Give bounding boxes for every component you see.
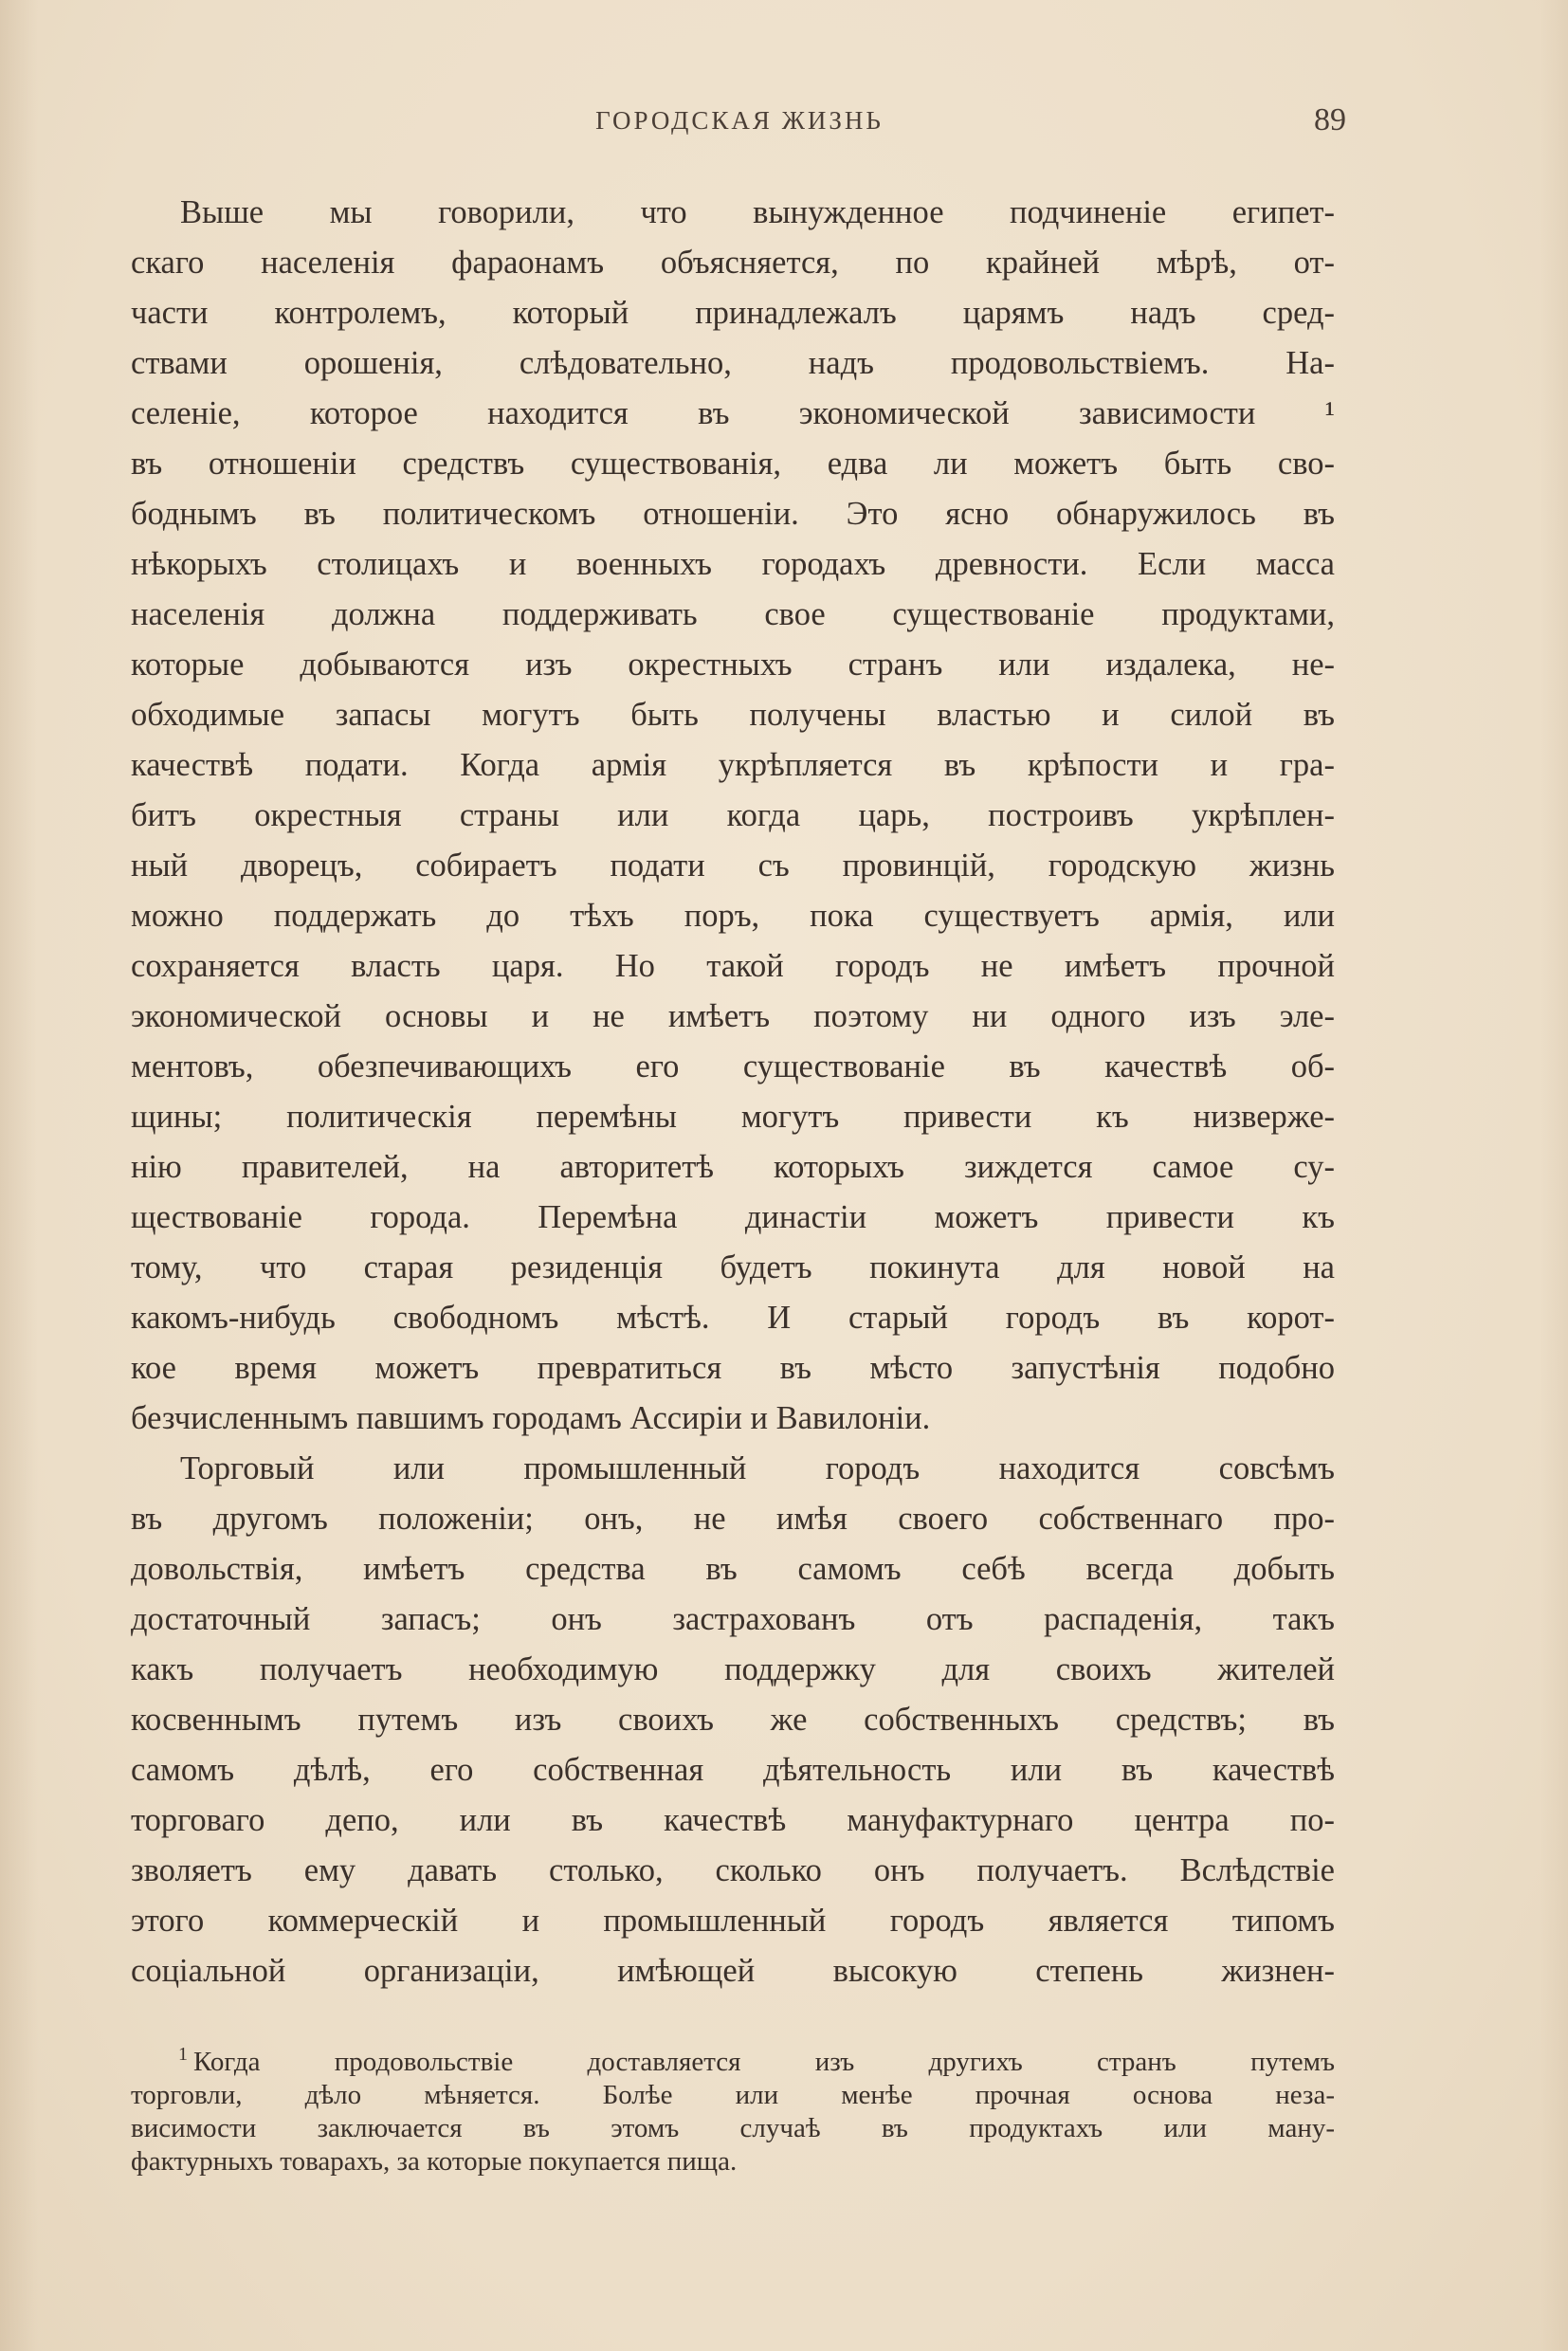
text-line: части контролемъ, который принадлежалъ царямъ надъ сред-	[131, 295, 1335, 331]
text-line: въ отношеніи средствъ существованія, едва ли можетъ быть сво-	[131, 446, 1335, 482]
running-title: ГОРОДСКАЯ ЖИЗНЬ	[595, 106, 884, 135]
text-line: косвеннымъ путемъ изъ своихъ же собственныхъ средствъ; въ	[131, 1702, 1335, 1738]
text-line: ствами орошенія, слѣдовательно, надъ продовольствіемъ. На-	[131, 345, 1335, 381]
text-line: соціальной организаціи, имѣющей высокую степень жизнен-	[131, 1953, 1335, 1989]
text-line: кое время можетъ превратиться въ мѣсто запустѣнія подобно	[131, 1350, 1335, 1386]
text-line: битъ окрестныя страны или когда царь, построивъ укрѣплен-	[131, 797, 1335, 833]
text-line: нію правителей, на авторитетѣ которыхъ зиждется самое су-	[131, 1149, 1335, 1185]
text-line: можно поддержать до тѣхъ поръ, пока существуетъ армія, или	[131, 898, 1335, 934]
text-line: самомъ дѣлѣ, его собственная дѣятельность или въ качествѣ	[131, 1752, 1335, 1788]
text-line: качествѣ подати. Когда армія укрѣпляется въ крѣпости и гра-	[131, 747, 1335, 783]
text-line: ный дворецъ, собираетъ подати съ провинцій, городскую жизнь	[131, 847, 1335, 884]
text-line: боднымъ въ политическомъ отношеніи. Это ясно обнаружилось въ	[131, 496, 1335, 532]
text-line: ществованіе города. Перемѣна династіи можетъ привести къ	[131, 1199, 1335, 1235]
text-line: экономической основы и не имѣетъ поэтому ни одного изъ эле-	[131, 998, 1335, 1034]
page-number: 89	[1314, 102, 1346, 137]
running-head	[133, 102, 1346, 148]
text-line: довольствія, имѣетъ средства въ самомъ себѣ всегда добыть	[131, 1551, 1335, 1587]
text-line: тому, что старая резиденція будетъ покинута для новой на	[131, 1249, 1335, 1285]
body-text	[131, 188, 1335, 1996]
text-line: Торговый или промышленный городъ находится совсѣмъ	[180, 1450, 1335, 1486]
text-line: въ другомъ положеніи; онъ, не имѣя своего собственнаго про-	[131, 1501, 1335, 1537]
text-line: какомъ-нибудь свободномъ мѣстѣ. И старый городъ въ корот-	[131, 1300, 1335, 1336]
footnote-marker: 1	[178, 2044, 188, 2066]
text-line: обходимые запасы могутъ быть получены властью и силой въ	[131, 697, 1335, 733]
text-line: которые добываются изъ окрестныхъ странъ или издалека, не-	[131, 647, 1335, 683]
footnote-text: Когда продовольствіе доставляется изъ другихъ странъ путемъ	[193, 2047, 1335, 2077]
text-line: нѣкорыхъ столицахъ и военныхъ городахъ древности. Если масса	[131, 546, 1335, 582]
footnote-line: висимости заключается въ этомъ случаѣ въ продуктахъ или ману-	[131, 2113, 1335, 2143]
text-line: скаго населенія фараонамъ объясняется, по крайней мѣрѣ, от-	[131, 245, 1335, 281]
footnote-line: торговли, дѣло мѣняется. Болѣе или менѣе прочная основа неза-	[131, 2080, 1335, 2110]
text-line: зволяетъ ему давать столько, сколько онъ получаетъ. Вслѣдствіе	[131, 1852, 1335, 1888]
footnote-line: фактурныхъ товарахъ, за которые покупается пища.	[131, 2146, 738, 2177]
text-line: населенія должна поддерживать свое существованіе продуктами,	[131, 596, 1335, 632]
text-line: торговаго депо, или въ качествѣ мануфактурнаго центра по-	[131, 1802, 1335, 1838]
footnote	[131, 2046, 1335, 2178]
text-line: этого коммерческій и промышленный городъ является типомъ	[131, 1903, 1335, 1939]
text-line: безчисленнымъ павшимъ городамъ Ассиріи и Вавилоніи.	[131, 1400, 931, 1436]
text-line: ментовъ, обезпечивающихъ его существованіе въ качествѣ об-	[131, 1048, 1335, 1084]
text-line: селеніе, которое находится въ экономической зависимости ¹	[131, 395, 1335, 431]
text-line: Выше мы говорили, что вынужденное подчиненіе египет-	[180, 194, 1335, 230]
text-line: сохраняется власть царя. Но такой городъ не имѣетъ прочной	[131, 948, 1335, 984]
text-line: достаточный запасъ; онъ застрахованъ отъ распаденія, такъ	[131, 1601, 1335, 1637]
text-line: щины; политическія перемѣны могутъ привести къ низверже-	[131, 1099, 1335, 1135]
footnote-line	[131, 2046, 1335, 2079]
text-line: какъ получаетъ необходимую поддержку для своихъ жителей	[131, 1651, 1335, 1687]
